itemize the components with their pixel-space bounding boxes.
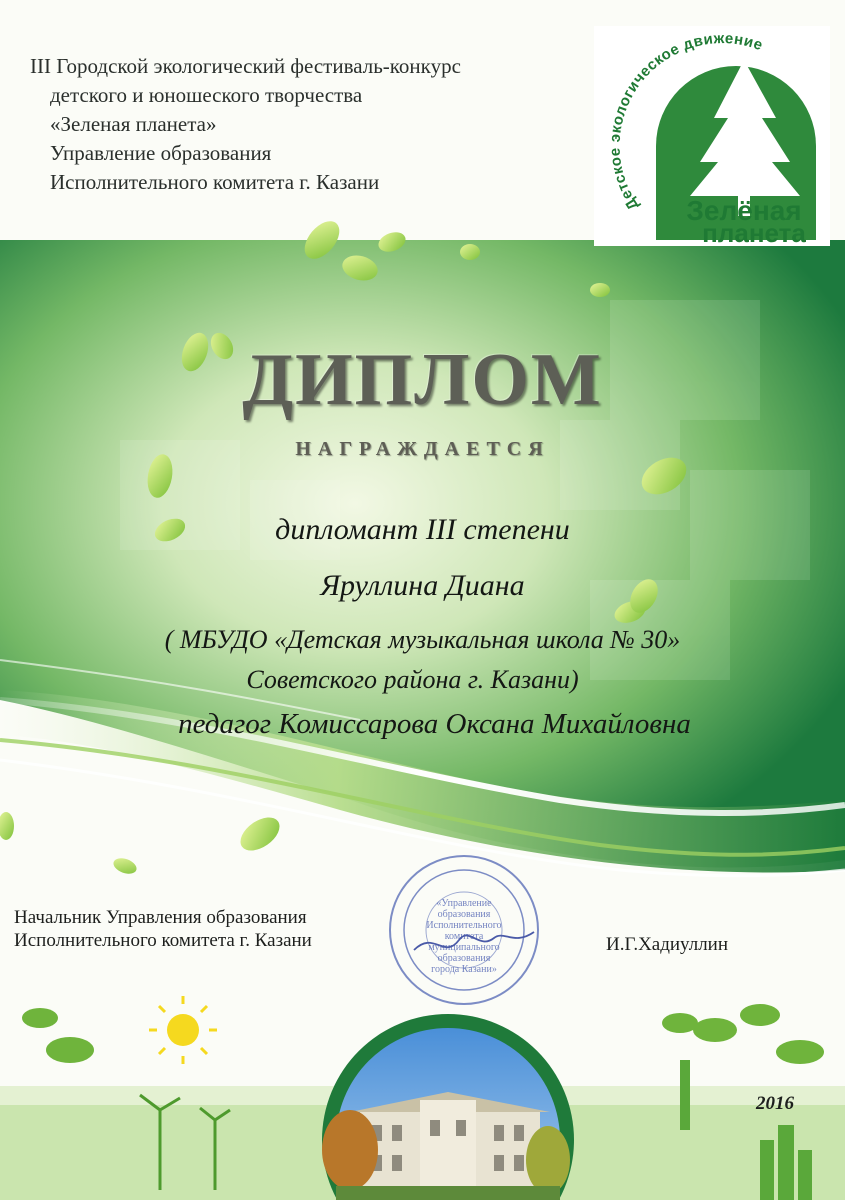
year: 2016	[756, 1093, 794, 1114]
green-planet-logo	[594, 26, 830, 246]
official-stamp	[384, 850, 544, 1010]
header-line-1: III Городской экологический фестиваль-конкурс	[30, 54, 461, 78]
signer-position	[14, 906, 394, 952]
recipient-name: Яруллина Диана	[320, 569, 525, 602]
signer-name: И.Г.Хадиуллин	[606, 934, 729, 955]
signer-position-line-2: Исполнительного комитета г. Казани	[14, 930, 312, 951]
teacher-name: педагог Комиссарова Оксана Михайловна	[178, 708, 691, 740]
green-planet-logo-image	[594, 26, 830, 246]
award-degree: дипломант III степени	[275, 513, 570, 546]
stamp-line-1: «Управление	[436, 898, 492, 909]
stamp-line-3: Исполнительного	[426, 920, 502, 931]
organization-line-1: ( МБУДО «Детская музыкальная школа № 30»	[164, 625, 681, 654]
stamp-line-2: образования	[437, 909, 491, 920]
header-line-5: Исполнительного комитета г. Казани	[50, 170, 380, 194]
header-line-2: детского и юношеского творчества	[50, 83, 363, 107]
logo-name-line1: Зелёная	[686, 195, 802, 226]
diploma-subtitle: НАГРАЖДАЕТСЯ	[295, 438, 550, 460]
diploma-title: ДИПЛОМ	[242, 339, 603, 421]
logo-name-line2: планета	[702, 218, 806, 246]
organization-line-2: Советского района г. Казани)	[246, 665, 579, 694]
festival-header	[30, 52, 590, 197]
header-line-4: Управление образования	[50, 141, 272, 165]
stamp-line-7: города Казани»	[431, 964, 497, 975]
header-line-3: «Зеленая планета»	[50, 112, 217, 136]
stamp-line-4: комитета	[444, 931, 484, 942]
stamp-line-5: муниципального	[428, 942, 500, 953]
stamp-line-6: образования	[437, 953, 491, 964]
signer-position-line-1: Начальник Управления образования	[14, 907, 307, 928]
logo-arc-text: Детское экологическое движение	[606, 30, 766, 214]
